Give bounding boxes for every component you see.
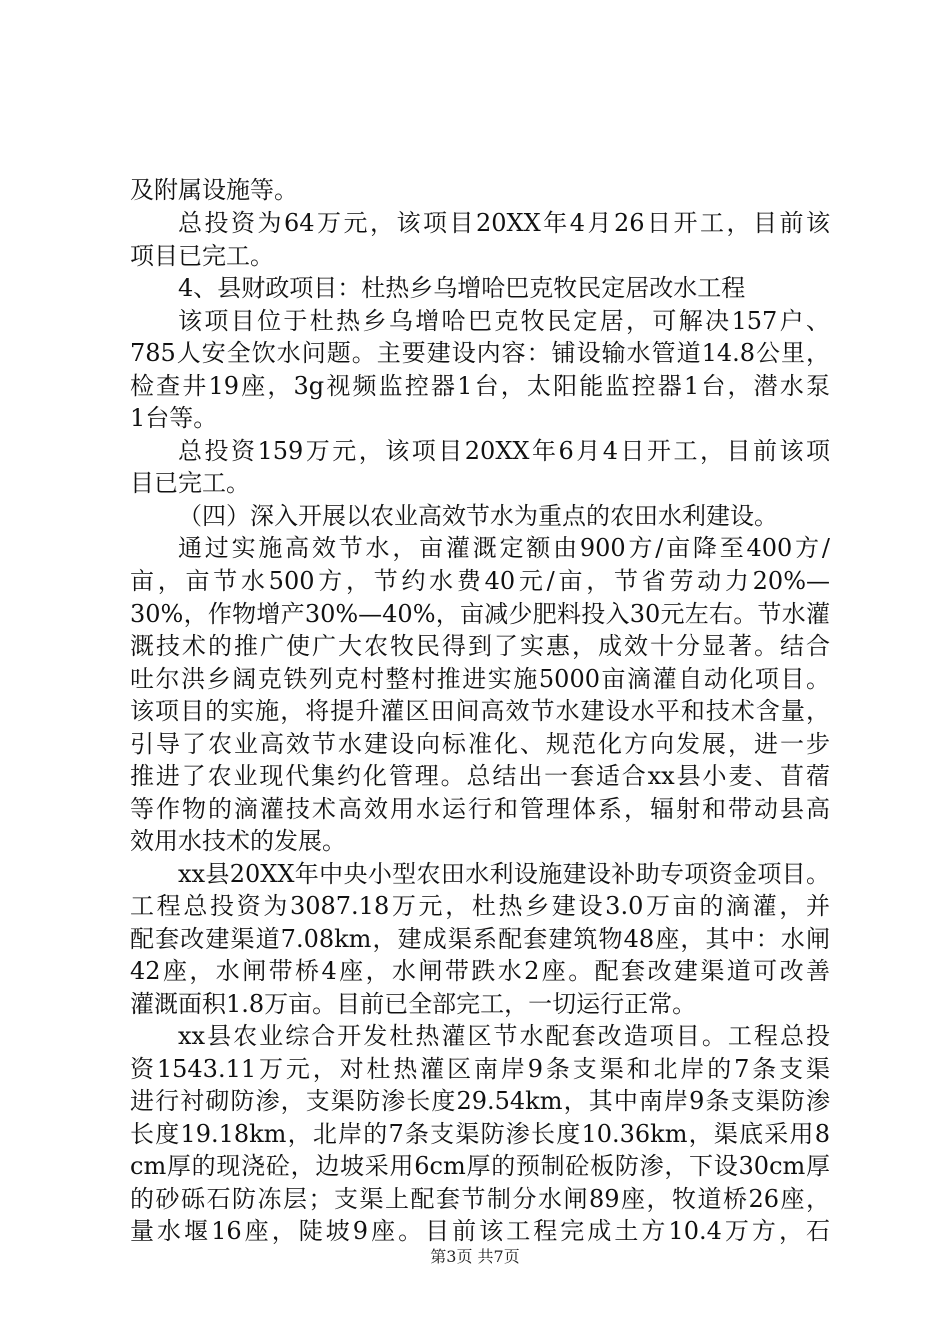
text-line: 效用水技术的发展。	[130, 827, 346, 855]
text-line: 785人安全饮水问题。主要建设内容：铺设输水管道14.8公里，	[130, 339, 830, 367]
text-line: 溉技术的推广使广大农牧民得到了实惠，成效十分显著。结合	[130, 632, 830, 660]
text-line: 1台等。	[130, 404, 218, 432]
text-line: 42座，水闸带桥4座，水闸带跌水2座。配套改建渠道可改善	[130, 957, 830, 985]
text-line: 推进了农业现代集约化管理。总结出一套适合xx县小麦、苜蓿	[130, 762, 830, 790]
text-line: 引导了农业高效节水建设向标准化、规范化方向发展，进一步	[130, 730, 830, 758]
text-line: 30%，作物增产30%—40%，亩减少肥料投入30元左右。节水灌	[130, 600, 830, 628]
text-line: 灌溉面积1.8万亩。目前已全部完工，一切运行正常。	[130, 990, 697, 1018]
text-line: xx县20XX年中央小型农田水利设施建设补助专项资金项目。	[178, 860, 830, 888]
text-line: 量水堰16座，陡坡9座。目前该工程完成土方10.4万方，石	[130, 1217, 830, 1245]
text-line: cm厚的现浇砼，边坡采用6cm厚的预制砼板防渗，下设30cm厚	[130, 1152, 830, 1180]
text-line: 及附属设施等。	[130, 176, 298, 204]
text-line: 长度19.18km，北岸的7条支渠防渗长度10.36km，渠底采用8	[130, 1120, 830, 1148]
text-line: 目已完工。	[130, 469, 250, 497]
page-number-label: 第3页 共7页	[430, 1247, 520, 1266]
text-line: 该项目位于杜热乡乌增哈巴克牧民定居，可解决157户、	[178, 307, 830, 335]
text-line: 吐尔洪乡阔克铁列克村整村推进实施5000亩滴灌自动化项目。	[130, 665, 830, 693]
text-line: 工程总投资为3087.18万元，杜热乡建设3.0万亩的滴灌，并	[130, 892, 830, 920]
text-line: 进行衬砌防渗，支渠防渗长度29.54km，其中南岸9条支渠防渗	[130, 1087, 830, 1115]
page-footer	[0, 1246, 950, 1268]
text-line: 项目已完工。	[130, 242, 274, 270]
text-line: 该项目的实施，将提升灌区田间高效节水建设水平和技术含量，	[130, 697, 830, 725]
text-line: （四）深入开展以农业高效节水为重点的农田水利建设。	[178, 502, 778, 530]
text-line: 总投资为64万元，该项目20XX年4月26日开工，目前该	[178, 209, 830, 237]
text-line: 总投资159万元，该项目20XX年6月4日开工，目前该项	[178, 437, 830, 465]
text-line: 4、县财政项目：杜热乡乌增哈巴克牧民定居改水工程	[178, 274, 746, 302]
text-line: 通过实施高效节水，亩灌溉定额由900方/亩降至400方/	[178, 534, 830, 562]
text-line: 亩，亩节水500方，节约水费40元/亩，节省劳动力20%—	[130, 567, 830, 595]
text-line: 的砂砾石防冻层；支渠上配套节制分水闸89座，牧道桥26座，	[130, 1185, 830, 1213]
text-line: xx县农业综合开发杜热灌区节水配套改造项目。工程总投	[178, 1022, 830, 1050]
text-line: 配套改建渠道7.08km，建成渠系配套建筑物48座，其中：水闸	[130, 925, 830, 953]
text-line: 资1543.11万元，对杜热灌区南岸9条支渠和北岸的7条支渠	[130, 1055, 830, 1083]
text-line: 等作物的滴灌技术高效用水运行和管理体系，辐射和带动县高	[130, 795, 830, 823]
text-line: 检查井19座，3g视频监控器1台，太阳能监控器1台，潜水泵	[130, 372, 830, 400]
